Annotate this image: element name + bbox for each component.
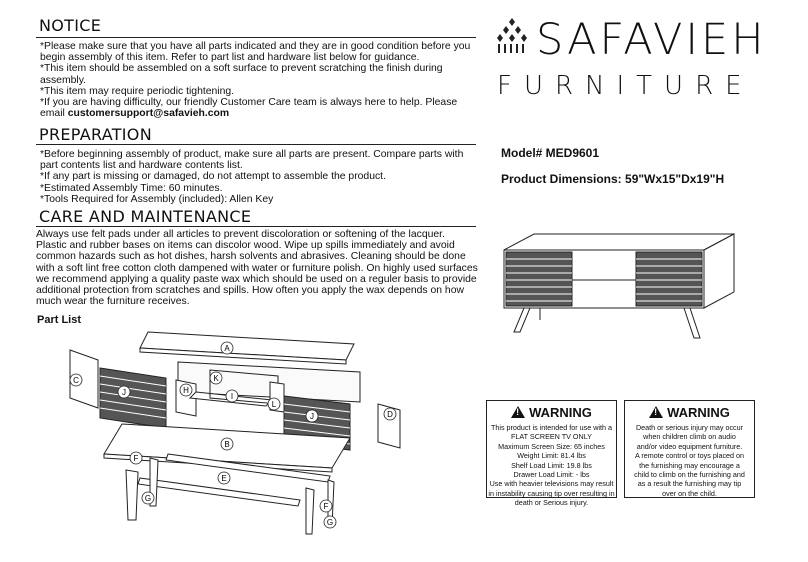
label-j: J — [122, 388, 126, 397]
notice-line: *This item should be assembled on a soft surface to prevent scratching the finish during — [40, 63, 443, 75]
notice-line: *If you are having difficulty, our friendly Customer Care team is always here to help. Please — [40, 97, 458, 109]
notice-line: begin assembly of this item. Refer to part list and hardware list below for guidance. — [40, 52, 420, 64]
part-a-top-panel — [140, 332, 354, 364]
label-l: L — [271, 400, 277, 409]
label-i: I — [230, 392, 234, 401]
care-line: Plastic and rubber bases on items can discolor wood. Wipe up spills immediately and avoid — [36, 240, 455, 252]
preparation-line: *Tools Required for Assembly (included): Allen Key — [40, 193, 274, 205]
part-list-title: Part List — [37, 314, 82, 326]
warning-line: when children climb on audio — [643, 432, 736, 442]
exploded-parts-diagram — [60, 320, 420, 550]
warning-icon — [511, 406, 525, 418]
care-line: with a soft lint free cotton cloth dampened with water or furniture polish. On highly used surfaces — [36, 262, 478, 274]
support-email-link[interactable]: customersupport@safavieh.com — [67, 108, 230, 120]
preparation-title: PREPARATION — [39, 125, 152, 144]
notice-line: *Please make sure that you have all parts indicated and they are in good condition before you — [40, 41, 471, 52]
notice-divider — [36, 37, 476, 38]
label-b: B — [224, 440, 230, 449]
warning-heading — [625, 405, 754, 420]
warning-line: Shelf Load Limit: 19.8 lbs — [511, 460, 592, 470]
brand-subtitle: FURNITURE — [497, 71, 754, 101]
notice-body — [40, 41, 470, 119]
warning-line: Drawer Load Limit: - lbs — [513, 470, 590, 480]
notice-line: *This item may require periodic tightening. — [40, 85, 235, 97]
warning-box-tv-limits — [486, 400, 617, 508]
label-e: E — [221, 474, 227, 483]
preparation-line: *Before beginning assembly of product, make sure all parts are present. Compare parts with — [40, 149, 464, 160]
warning-title: WARNING — [667, 405, 730, 420]
warning-line: and/or video equipment furniture. — [636, 441, 743, 451]
care-line: common hazards such as hot dishes, harsh solvents and abrasives. Cleaning should be done — [36, 251, 466, 263]
label-f: F — [323, 502, 329, 511]
label-h: H — [183, 386, 189, 395]
warning-line: death or Serious injury. — [514, 498, 589, 508]
warning-line: as a result the furnishing may tip — [637, 479, 742, 489]
brand-name: SAFAVIEH — [536, 15, 767, 65]
warning-body — [625, 423, 754, 498]
label-g: G — [326, 518, 334, 527]
warning-line: FLAT SCREEN TV ONLY — [511, 432, 592, 442]
care-line: we recommend applying a quality paste wax which should be used on a reguler basis to provide — [36, 273, 477, 285]
warning-line: This product is intended for use with a — [490, 423, 613, 432]
notice-email-line — [40, 108, 470, 119]
tv-stand-illustration — [500, 228, 740, 358]
warning-line: Use with heavier televisions may result — [489, 479, 614, 489]
care-body — [36, 229, 478, 307]
part-j-left-door — [100, 368, 166, 428]
warning-icon — [649, 406, 663, 418]
label-k: K — [213, 374, 219, 383]
warning-box-child-safety — [624, 400, 755, 498]
warning-line: in instability causing tip over resulting in — [488, 488, 615, 498]
product-dimensions: Product Dimensions: 59"Wx15"Dx19"H — [501, 172, 725, 186]
email-prefix: email — [40, 108, 68, 120]
label-a: A — [224, 344, 230, 353]
label-d: D — [387, 410, 393, 419]
care-line: additional protection from scratches and spills. How often you apply the wax depends on how — [36, 285, 464, 297]
warning-line: child to climb on the furnishing and — [634, 470, 745, 480]
notice-line: assembly. — [40, 74, 87, 86]
care-divider — [36, 226, 476, 227]
warning-line: Maximum Screen Size: 65 inches — [498, 441, 605, 451]
warning-heading — [487, 405, 616, 420]
warning-title: WARNING — [529, 405, 592, 420]
warning-body — [487, 423, 616, 508]
care-title: CARE AND MAINTENANCE — [39, 207, 252, 226]
label-f: F — [133, 454, 139, 463]
preparation-divider — [36, 144, 476, 145]
warning-line: Weight Limit: 81.4 lbs — [517, 451, 586, 461]
preparation-line: *If any part is missing or damaged, do not attempt to assemble the product. — [40, 171, 386, 183]
safavieh-logo-mark — [492, 16, 532, 56]
preparation-line: *Estimated Assembly Time: 60 minutes. — [40, 182, 223, 194]
part-f-leg-left — [126, 470, 138, 520]
model-number: Model# MED9601 — [501, 146, 600, 160]
part-f-leg-right — [306, 488, 314, 534]
label-g: G — [144, 494, 152, 503]
label-j: J — [310, 412, 314, 421]
care-line: much wear the furniture receives. — [36, 296, 190, 308]
notice-title: NOTICE — [39, 16, 102, 35]
preparation-body — [40, 149, 463, 205]
label-c: C — [73, 376, 79, 385]
warning-line: over on the child. — [662, 488, 717, 498]
preparation-line: part contents list and hardware contents list. — [40, 160, 243, 172]
warning-line: Death or serious injury may occur — [635, 423, 744, 432]
care-line: Always use felt pads under all articles to prevent discoloration or softening of the lacquer. — [36, 229, 445, 240]
warning-line: A remote control or toys placed on — [634, 451, 745, 461]
warning-line: the furnishing may encourage a — [639, 460, 740, 470]
